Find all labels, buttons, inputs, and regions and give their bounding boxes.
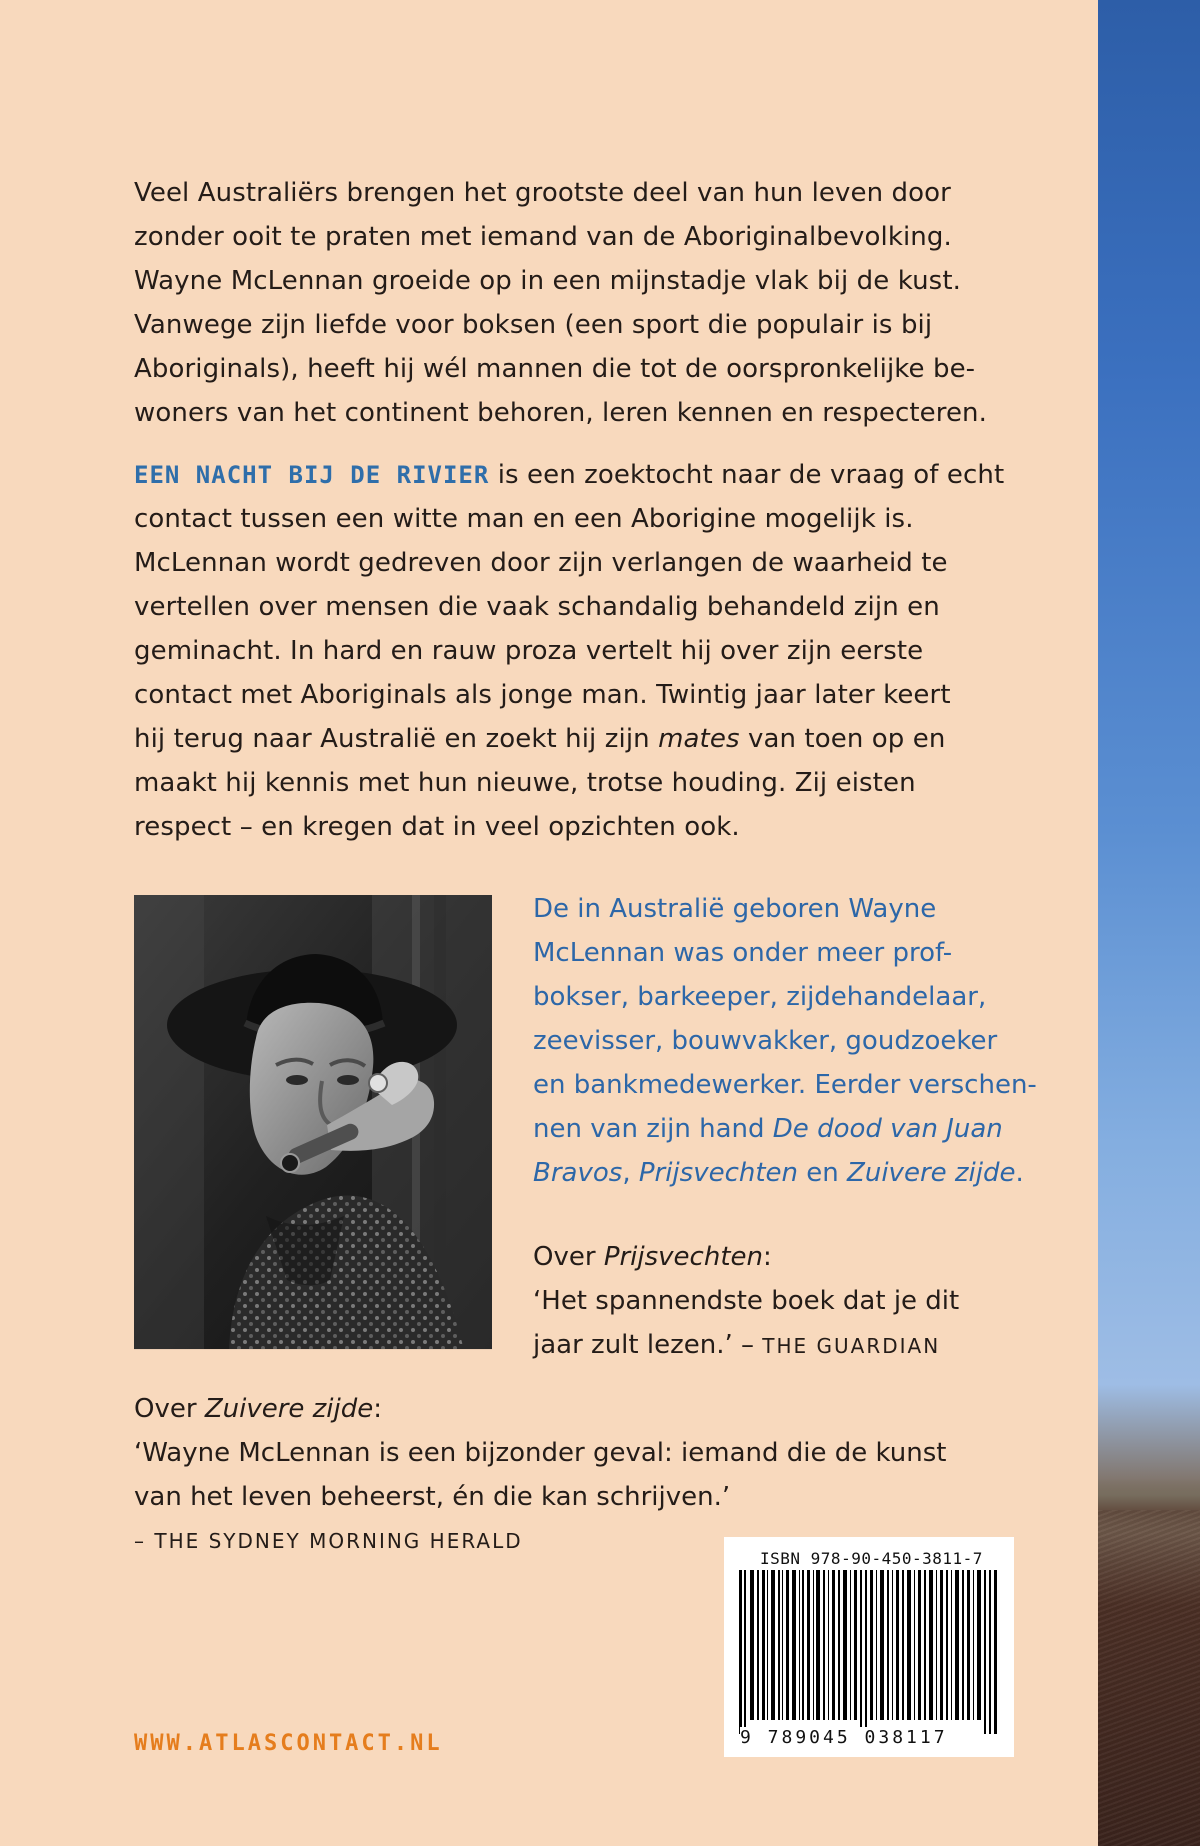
intro-paragraph — [134, 171, 1034, 433]
bio-line: zeevisser, bouwvakker, goudzoeker — [533, 1026, 998, 1056]
quote-text: : — [763, 1242, 772, 1272]
quote-text: Over — [533, 1242, 604, 1272]
intro-line: zonder ooit te praten met iemand van de Aboriginalbevolking. — [134, 222, 952, 252]
intro-line: Veel Australiërs brengen het grootste deel van hun leven door — [134, 178, 951, 208]
ring-icon — [369, 1074, 387, 1092]
story-line: contact tussen een witte man en een Aborigine mogelijk is. — [134, 504, 914, 534]
barcode-number: 9 789045 038117 — [740, 1727, 948, 1748]
eye — [286, 1075, 308, 1085]
story-text: is een zoektocht naar de vraag of echt — [489, 460, 1005, 490]
story-emphasis: mates — [658, 724, 740, 754]
photo-spine — [1098, 0, 1200, 1846]
story-line — [134, 717, 1034, 761]
story-paragraph — [134, 453, 1034, 842]
book-reference: De dood van Juan — [772, 1114, 1003, 1144]
quote-text: Over — [134, 1394, 205, 1424]
quote-source: – THE SYDNEY MORNING HERALD — [134, 1529, 523, 1553]
quote-line: ‘Wayne McLennan is een bijzonder geval: iemand die de kunst — [134, 1438, 947, 1468]
isbn-label: ISBN 978-90-450-3811-7 — [760, 1549, 983, 1568]
book-reference: Bravos — [533, 1158, 623, 1188]
author-bio — [533, 887, 1053, 1195]
bio-text: . — [1015, 1158, 1024, 1188]
book-reference: Prijsvechten — [638, 1158, 799, 1188]
bio-line: McLennan was onder meer prof- — [533, 938, 953, 968]
quote-line — [533, 1323, 1053, 1368]
story-text: van toen op en — [739, 724, 946, 754]
intro-line: Wayne McLennan groeide op in een mijnstadje vlak bij de kust. — [134, 266, 961, 296]
story-line: contact met Aboriginals als jonge man. Twintig jaar later keert — [134, 680, 951, 710]
book-title: EEN NACHT BIJ DE RIVIER — [134, 461, 490, 489]
portrait-wall-shadow — [134, 895, 204, 1349]
quote-text: jaar zult lezen.’ – — [533, 1330, 763, 1360]
barcode-icon — [736, 1570, 1002, 1734]
quote-intro — [533, 1235, 1053, 1279]
quote-text: : — [373, 1394, 383, 1424]
story-line: geminacht. In hard en rauw proza vertelt hij over zijn eerste — [134, 636, 924, 666]
intro-line: Aboriginals), heeft hij wél mannen die tot de oorspronkelijke be- — [134, 354, 976, 384]
bio-line — [533, 1107, 1053, 1151]
story-line: maakt hij kennis met hun nieuwe, trotse houding. Zij eisten — [134, 768, 916, 798]
publisher-website[interactable]: WWW.ATLASCONTACT.NL — [134, 1731, 443, 1756]
intro-line: Vanwege zijn liefde voor boksen (een sport die populair is bij — [134, 310, 933, 340]
story-line: McLennan wordt gedreven door zijn verlangen de waarheid te — [134, 548, 948, 578]
author-photo — [134, 895, 492, 1349]
bio-text: nen van zijn hand — [533, 1114, 773, 1144]
author-portrait-image — [134, 895, 492, 1349]
story-line — [134, 453, 1034, 497]
bio-line: en bankmedewerker. Eerder verschen- — [533, 1070, 1037, 1100]
eye — [337, 1075, 359, 1085]
quote-source: THE GUARDIAN — [762, 1334, 941, 1358]
cigar-end — [281, 1154, 299, 1172]
story-line: vertellen over mensen die vaak schandalig behandeld zijn en — [134, 592, 940, 622]
isbn-barcode — [724, 1537, 1014, 1757]
bio-line: De in Australië geboren Wayne — [533, 894, 937, 924]
bio-line — [533, 1151, 1053, 1195]
quote-intro — [134, 1387, 1014, 1431]
review-quote-guardian — [533, 1235, 1053, 1368]
story-line: respect – en kregen dat in veel opzichten ook. — [134, 812, 740, 842]
story-text: hij terug naar Australië en zoekt hij zijn — [134, 724, 659, 754]
quote-line: ‘Het spannendste boek dat je dit — [533, 1286, 960, 1316]
intro-line: woners van het continent behoren, leren kennen en respecteren. — [134, 398, 988, 428]
quote-line: van het leven beheerst, én die kan schrijven.’ — [134, 1482, 731, 1512]
book-reference: Zuivere zijde — [204, 1394, 374, 1424]
bio-text: en — [798, 1158, 848, 1188]
bio-line: bokser, barkeeper, zijdehandelaar, — [533, 982, 987, 1012]
book-reference: Zuivere zijde — [847, 1158, 1016, 1188]
bio-text: , — [622, 1158, 639, 1188]
book-reference: Prijsvechten — [603, 1242, 763, 1272]
